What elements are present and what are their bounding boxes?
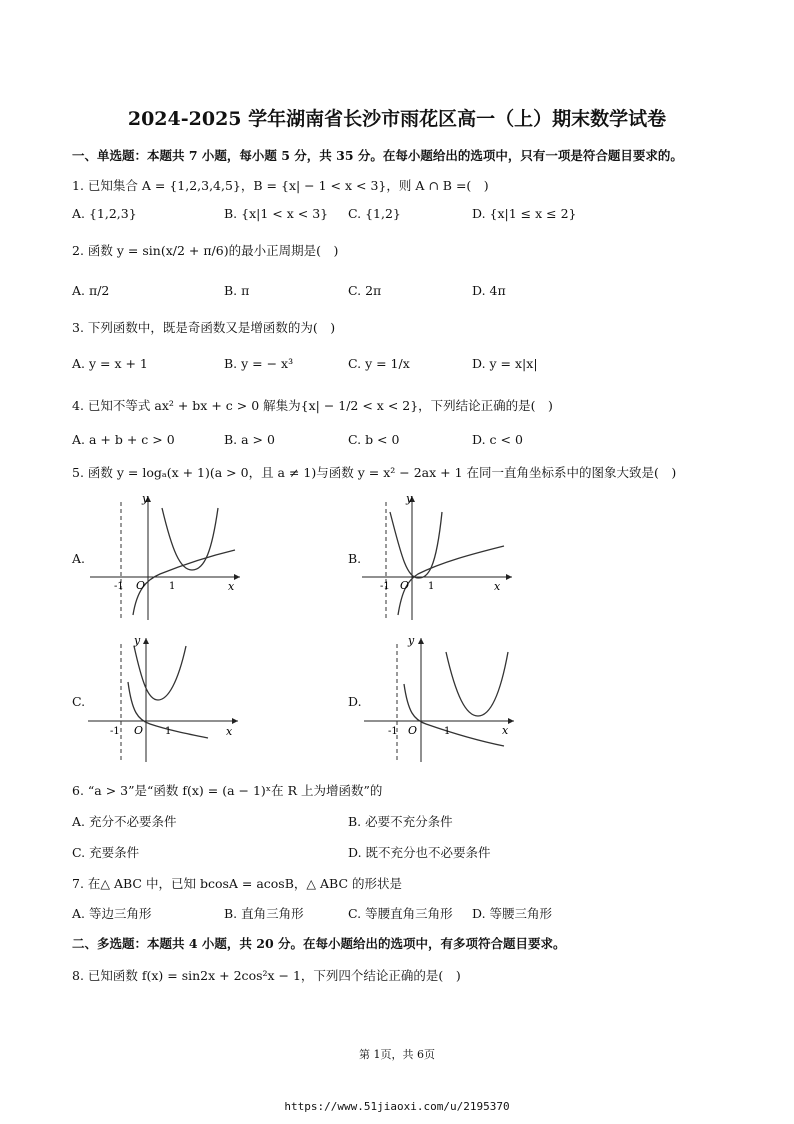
q3-option-b: B. y = − x³ xyxy=(224,356,294,371)
q7-option-d: D. 等腰三角形 xyxy=(472,906,553,921)
origin-label: O xyxy=(136,579,146,592)
question-7: 7. 在△ ABC 中，已知 bcosA = acosB，△ ABC 的形状是 xyxy=(72,876,402,891)
q6-option-a: A. 充分不必要条件 xyxy=(72,814,177,829)
x-axis-label: x xyxy=(228,580,235,593)
q3-option-d: D. y = x|x| xyxy=(472,356,538,371)
q5-graph-b xyxy=(362,490,522,622)
question-4: 4. 已知不等式 ax² + bx + c > 0 解集为{x| − 1/2 < x < 2}，下列结论正确的是( ) xyxy=(72,398,553,413)
q5-label-c: C. xyxy=(72,694,86,709)
question-2: 2. 函数 y = sin(x/2 + π/6)的最小正周期是( ) xyxy=(72,243,339,258)
q5-label-a: A. xyxy=(72,551,86,566)
tick-one: 1 xyxy=(428,581,435,592)
y-axis-label: y xyxy=(406,492,413,505)
section-multi-choice: 二、多选题：本题共 4 小题，共 20 分。在每小题给出的选项中，有多项符合题目要求。 xyxy=(72,936,566,951)
q4-option-c: C. b < 0 xyxy=(348,432,400,447)
y-axis-label: y xyxy=(142,492,149,505)
q2-option-c: C. 2π xyxy=(348,283,382,298)
q2-option-d: D. 4π xyxy=(472,283,506,298)
origin-label: O xyxy=(408,724,418,737)
q2-option-a: A. π/2 xyxy=(72,283,110,298)
q7-option-c: C. 等腰直角三角形 xyxy=(348,906,453,921)
question-8: 8. 已知函数 f(x) = sin2x + 2cos²x − 1，下列四个结论正确的是( ) xyxy=(72,968,461,983)
q6-option-d: D. 既不充分也不必要条件 xyxy=(348,845,491,860)
tick-minus-one: -1 xyxy=(114,581,124,592)
q6-option-c: C. 充要条件 xyxy=(72,845,140,860)
q3-option-a: A. y = x + 1 xyxy=(72,356,148,371)
page-footer: 第 1页，共 6页 xyxy=(359,1048,435,1061)
q5-graph-d xyxy=(364,632,524,764)
page-title: 2024-2025 学年湖南省长沙市雨花区高一（上）期末数学试卷 xyxy=(127,108,667,130)
y-axis-label: y xyxy=(408,634,415,647)
q4-option-a: A. a + b + c > 0 xyxy=(72,432,175,447)
tick-minus-one: -1 xyxy=(110,726,120,737)
question-5: 5. 函数 y = logₐ(x + 1)(a > 0，且 a ≠ 1)与函数 y = x² − 2ax + 1 在同一直角坐标系中的图象大致是( ) xyxy=(72,465,677,480)
section-single-choice: 一、单选题：本题共 7 小题，每小题 5 分，共 35 分。在每小题给出的选项中，只有一项是符合题目要求的。 xyxy=(72,148,683,163)
origin-label: O xyxy=(400,579,410,592)
q1-option-b: B. {x|1 < x < 3} xyxy=(224,206,329,221)
y-axis-label: y xyxy=(134,634,141,647)
q1-option-c: C. {1,2} xyxy=(348,206,401,221)
question-1: 1. 已知集合 A = {1,2,3,4,5}，B = {x| − 1 < x < 3}，则 A ∩ B =( ) xyxy=(72,178,489,193)
q4-option-d: D. c < 0 xyxy=(472,432,523,447)
tick-one: 1 xyxy=(169,581,176,592)
question-3: 3. 下列函数中，既是奇函数又是增函数的为( ) xyxy=(72,320,336,335)
q5-label-b: B. xyxy=(348,551,362,566)
q1-option-d: D. {x|1 ≤ x ≤ 2} xyxy=(472,206,577,221)
tick-one: 1 xyxy=(165,726,172,737)
q5-graph-c xyxy=(88,632,248,764)
q5-graph-a xyxy=(90,490,250,622)
tick-one: 1 xyxy=(444,726,451,737)
q4-option-b: B. a > 0 xyxy=(224,432,275,447)
q6-option-b: B. 必要不充分条件 xyxy=(348,814,453,829)
q2-option-b: B. π xyxy=(224,283,250,298)
q5-label-d: D. xyxy=(348,694,362,709)
tick-minus-one: -1 xyxy=(388,726,398,737)
q7-option-b: B. 直角三角形 xyxy=(224,906,304,921)
question-6: 6. “a > 3”是“函数 f(x) = (a − 1)ˣ在 R 上为增函数”的 xyxy=(72,783,383,798)
q1-option-a: A. {1,2,3} xyxy=(72,206,137,221)
q7-option-a: A. 等边三角形 xyxy=(72,906,152,921)
q3-option-c: C. y = 1/x xyxy=(348,356,410,371)
x-axis-label: x xyxy=(494,580,501,593)
origin-label: O xyxy=(134,724,144,737)
x-axis-label: x xyxy=(502,724,509,737)
tick-minus-one: -1 xyxy=(380,581,390,592)
source-link[interactable]: https://www.51jiaoxi.com/u/2195370 xyxy=(284,1100,510,1113)
x-axis-label: x xyxy=(226,725,233,738)
